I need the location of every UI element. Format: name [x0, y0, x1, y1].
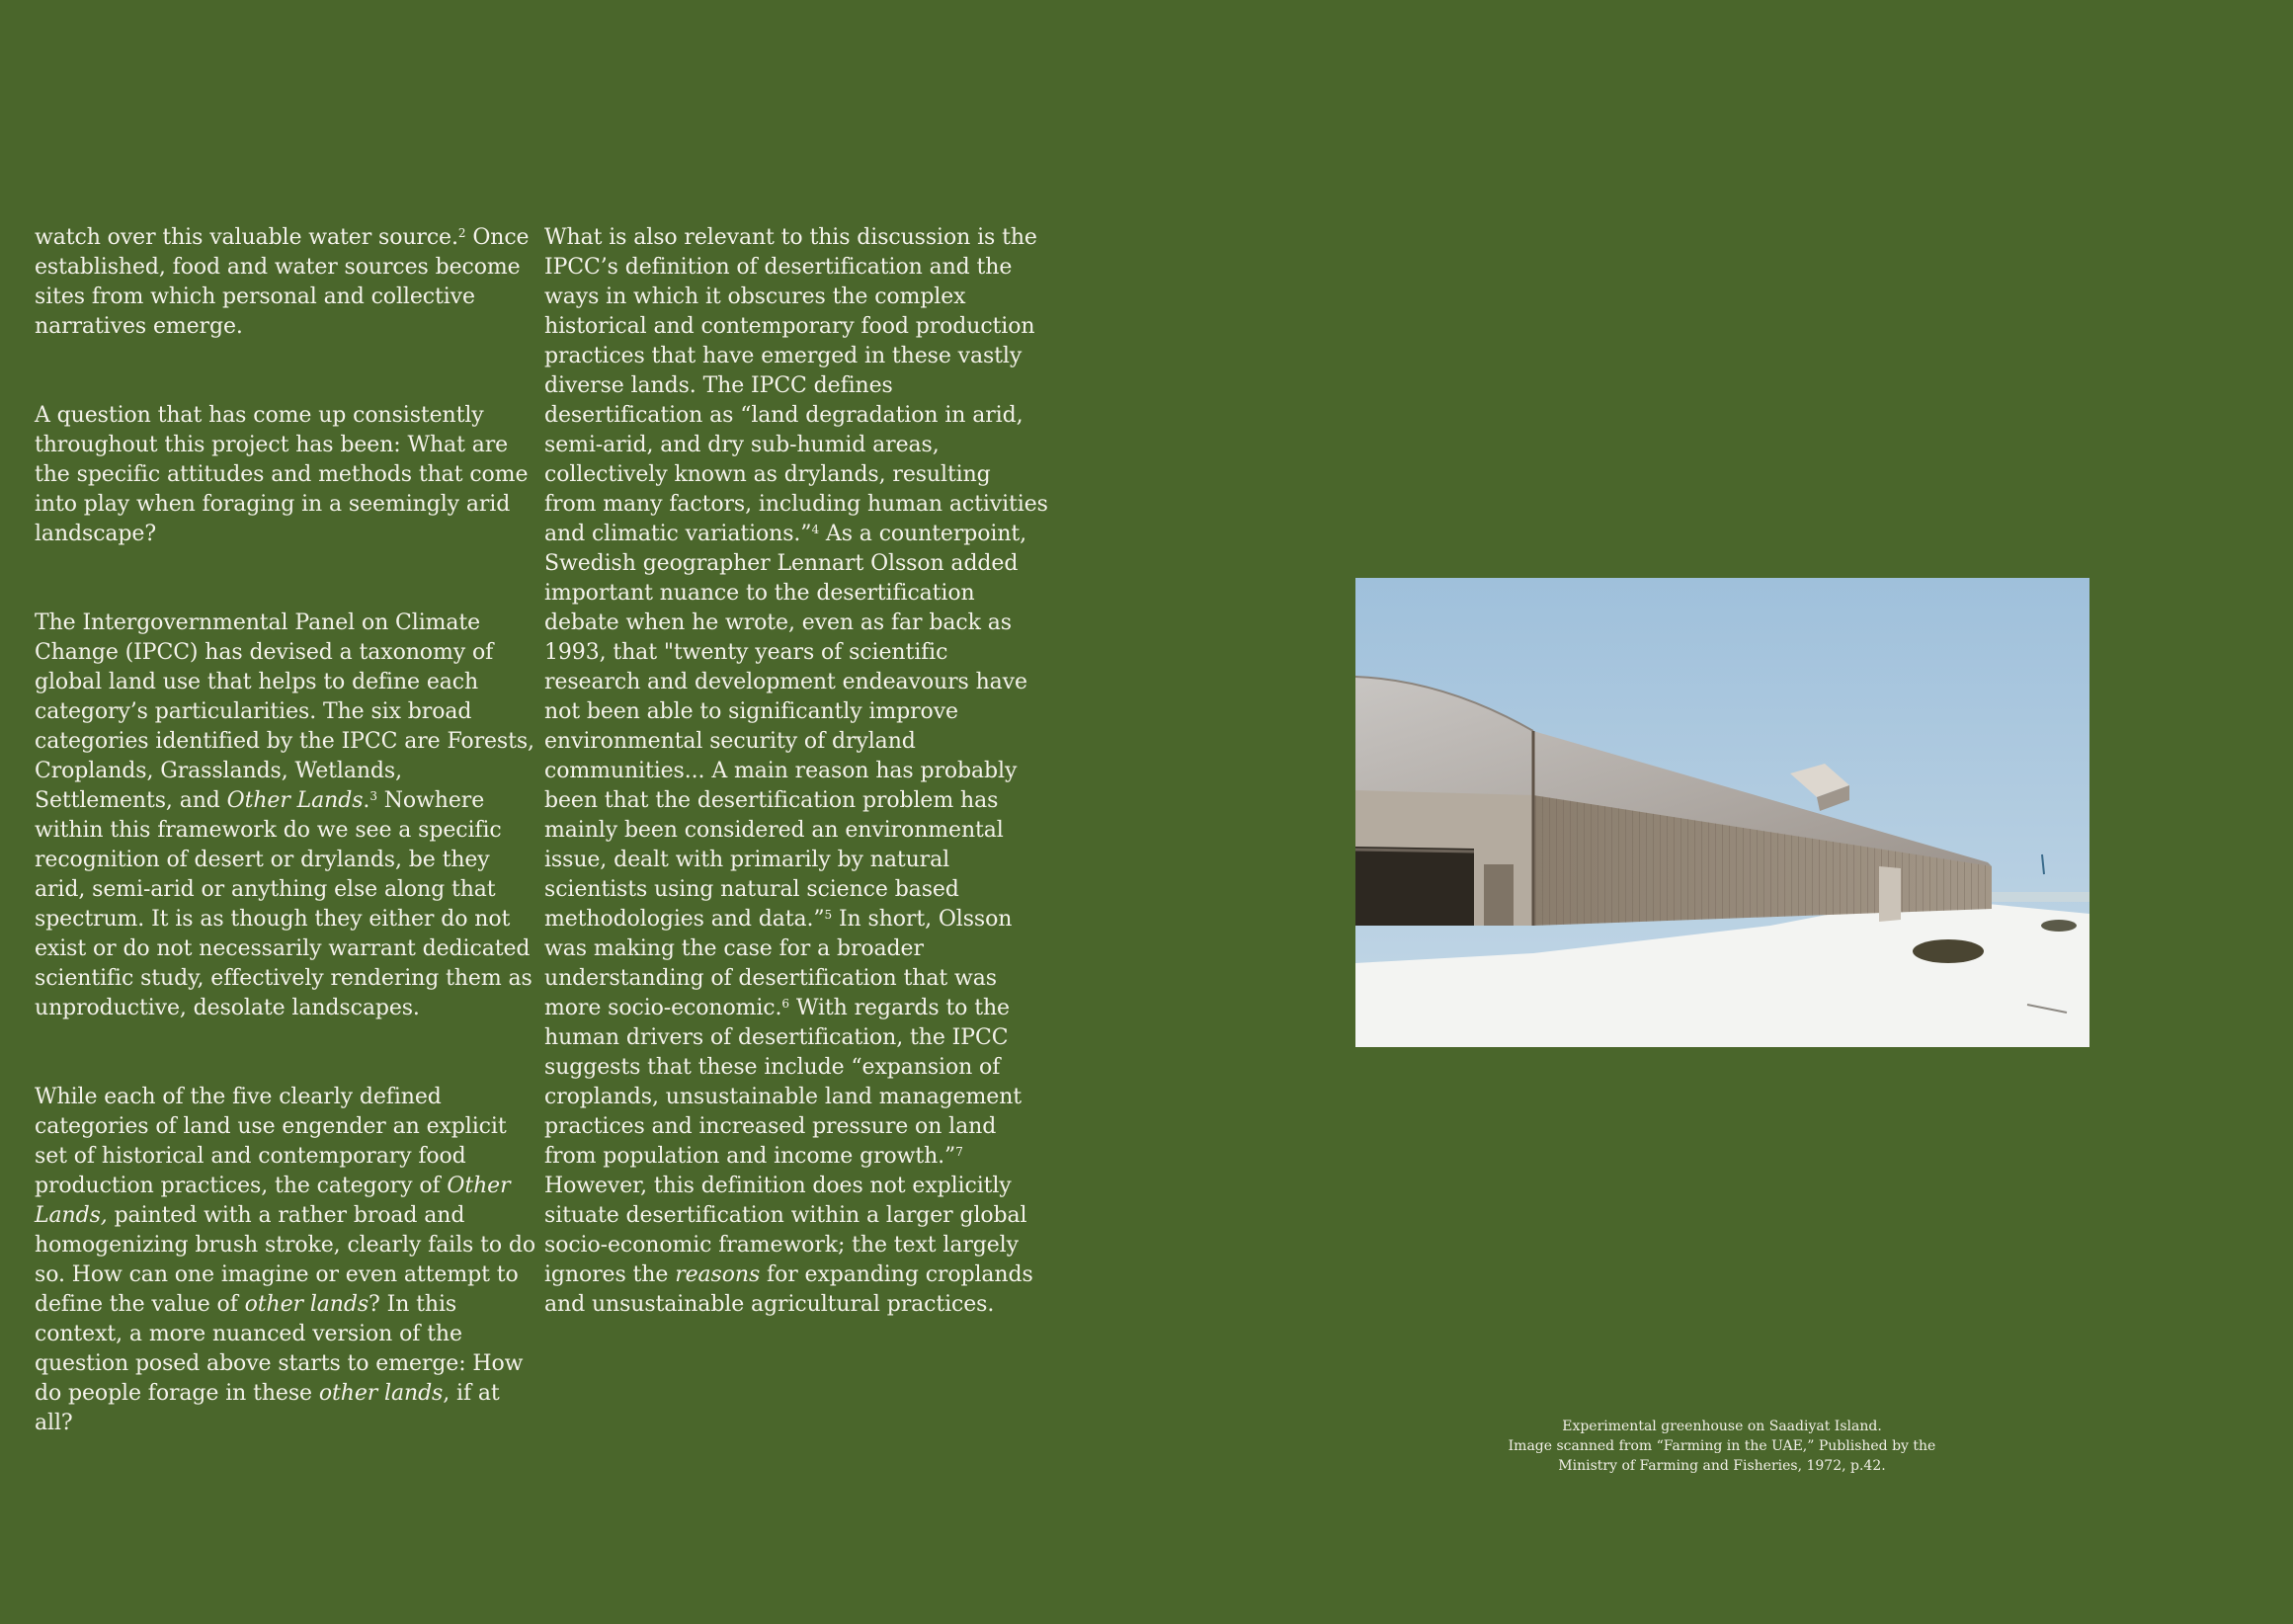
caption-line: Experimental greenhouse on Saadiyat Island.: [1562, 1419, 1882, 1434]
italic-term: other lands: [318, 1381, 444, 1406]
italic-term: other lands: [244, 1292, 369, 1317]
italic-term: Other Lands,: [35, 1174, 511, 1228]
footnote-ref: 3: [369, 789, 377, 803]
italic-term: Other Lands: [226, 788, 364, 813]
paragraph: [35, 609, 538, 1023]
paragraph: [35, 223, 538, 342]
text-run: .: [363, 788, 370, 813]
text-run: Once established, food and water sources become sites from which personal and collective narratives emerge.: [35, 225, 530, 339]
text-run: As a counterpoint, Swedish geographer Lennart Olsson added important nuance to the desertification debate when he wrote, even as far back as 1993, that "twenty years of scientific research and development endeavours have not been able to significantly improve environmental security of dryland communities... A main reason has probably been that the desertification problem has mainly been considered an environmental issue, dealt with primarily by natural scientists using natural science based methodologies and data.”: [544, 522, 1027, 932]
text-run: for expanding croplands and unsustainable agricultural practices.: [544, 1262, 1033, 1317]
paragraph: [35, 401, 538, 549]
text-run: watch over this valuable water source.: [35, 225, 458, 250]
text-run: In short, Olsson was making the case for a broader understanding of desertification that was more socio-economic.: [544, 907, 1013, 1020]
text-run: The Intergovernmental Panel on Climate Change (IPCC) has devised a taxonomy of global land use that helps to define each category’s particularities. The six broad categories identified by the IPCC are Forests, Croplands, Grasslands, Wetlands, Settlements, and: [35, 610, 534, 813]
footnote-ref: 6: [781, 997, 789, 1011]
text-run: painted with a rather broad and homogenizing brush stroke, clearly fails to do so. How can one imagine or even attempt to define the value of: [35, 1203, 536, 1317]
footnote-ref: 2: [457, 226, 466, 240]
text-run: However, this definition does not explicitly situate desertification within a larger global socio-economic framework; the text largely ignores the: [544, 1174, 1027, 1287]
text-run: What is also relevant to this discussion is the IPCC’s definition of desertification and the ways in which it obscures the complex historical and contemporary food production practices that have emerged in these vastly diverse lands. The IPCC defines desertification as “land degradation in arid, semi-arid, and dry sub-humid areas, collectively known as drylands, resulting from many factors, including human activities and climatic variations.”: [544, 225, 1048, 546]
footnote-ref: 4: [811, 523, 820, 536]
text-run: With regards to the human drivers of desertification, the IPCC suggests that these include “expansion of croplands, unsustainable land management practices and increased pressure on land from population and income growth.”: [544, 996, 1022, 1169]
text-run: , if at all?: [35, 1381, 500, 1435]
paragraph: [35, 1083, 538, 1438]
italic-term: reasons: [675, 1262, 761, 1287]
greenhouse-photo: [1355, 578, 2089, 1047]
right-text-column: [544, 223, 1048, 1320]
caption-line: Image scanned from “Farming in the UAE,” Published by the: [1508, 1438, 1936, 1454]
footnote-ref: 7: [955, 1145, 963, 1159]
text-run: ? In this context, a more nuanced version of the question posed above starts to emerge: How do people forage in these: [35, 1292, 524, 1406]
caption-line: Ministry of Farming and Fisheries, 1972, p.42.: [1558, 1458, 1886, 1474]
text-run: A question that has come up consistently throughout this project has been: What are the specific attitudes and methods that come into play when foraging in a seemingly arid landscape?: [35, 403, 529, 546]
figure-caption: [1383, 1417, 2061, 1476]
paragraph: [544, 223, 1048, 1320]
footnote-ref: 5: [824, 908, 833, 922]
left-text-column: [35, 223, 538, 1438]
text-run: While each of the five clearly defined categories of land use engender an explicit set of historical and contemporary food production practices, the category of: [35, 1085, 507, 1198]
text-run: Nowhere within this framework do we see a specific recognition of desert or drylands, be they arid, semi-arid or anything else along that spectrum. It is as though they either do not exist or do not necessarily warrant dedicated scientific study, effectively rendering them as unproductive, desolate landscapes.: [35, 788, 532, 1020]
